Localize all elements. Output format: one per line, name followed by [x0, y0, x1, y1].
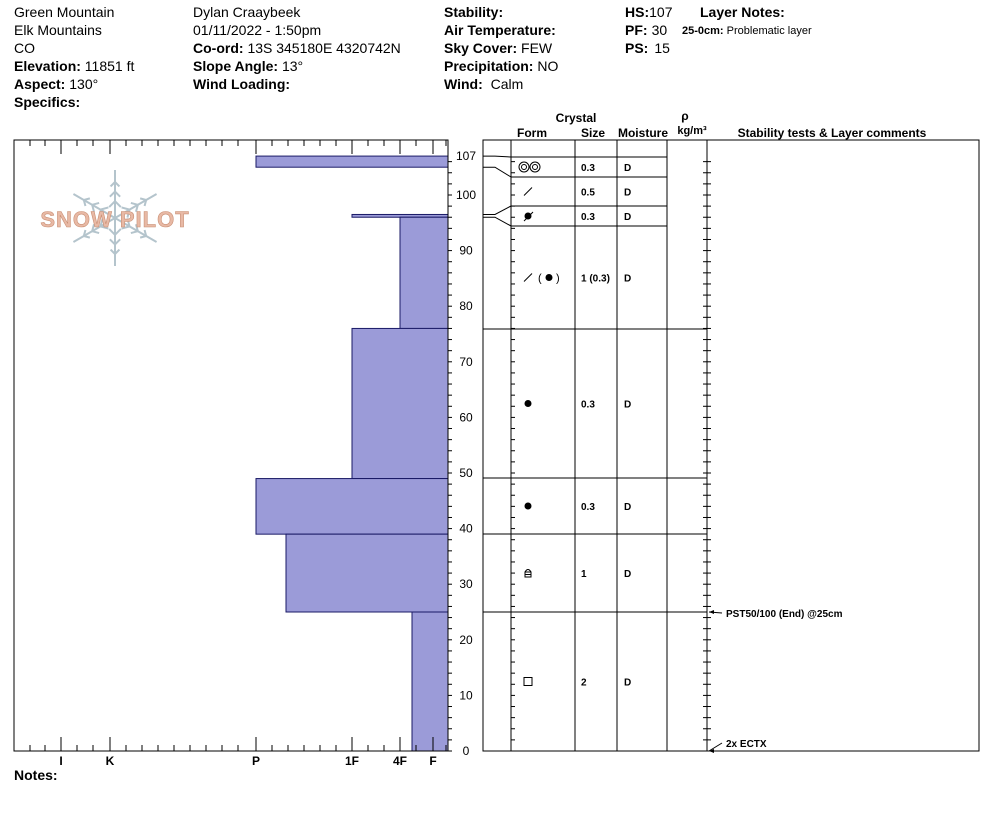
hardness-label: 4F [392, 754, 408, 768]
layer-size: 0.3 [581, 212, 595, 223]
hardness-bar [286, 534, 448, 612]
stability-tests [709, 609, 843, 753]
observer: Dylan Craaybeek [193, 4, 301, 20]
layer-moisture: D [624, 273, 632, 285]
slash-icon [524, 188, 532, 196]
hardness-profile [256, 156, 448, 751]
stability-label: Stability: [444, 4, 504, 20]
dot-mark [525, 503, 532, 510]
layer-size: 1 [581, 569, 587, 580]
layer-moisture: D [624, 677, 632, 689]
connector-line [483, 217, 511, 226]
rho-header: ρ [681, 109, 689, 123]
depth-label: 90 [459, 243, 473, 258]
hardness-bar [400, 217, 448, 328]
depth-label: 80 [459, 299, 473, 314]
depth-label: 30 [459, 577, 473, 592]
layer-moisture: D [624, 569, 632, 580]
layer-note-text: Problematic layer [726, 25, 812, 37]
slash-dot-icon [524, 273, 560, 285]
test-arrowhead [709, 610, 714, 614]
wind-loading-label: Wind Loading: [193, 76, 291, 92]
paren-close: ) [556, 272, 560, 285]
hardness-bar [352, 328, 448, 478]
layer-table [483, 109, 979, 753]
test-text: 2x ECTX [726, 739, 767, 750]
faceted-rounded-icon [525, 570, 531, 578]
hardness-label: K [105, 754, 115, 768]
flake-branch [92, 203, 99, 205]
dot-icon [525, 503, 532, 510]
slope-label: Slope Angle: [193, 58, 279, 74]
depth-label: 107 [455, 149, 477, 164]
hardness-bar [256, 479, 448, 535]
hardness-label: F [429, 754, 437, 768]
snowpilot-logo [40, 170, 189, 266]
mountain-range: Elk Mountains [14, 22, 102, 38]
dot-icon [525, 400, 532, 407]
sky-value: FEW [521, 40, 553, 56]
ring-outer [530, 162, 540, 172]
connector-line [483, 156, 511, 157]
precip-label: Precipitation: [444, 58, 534, 74]
sky-label: Sky Cover: [444, 40, 518, 56]
paren-open: ( [538, 272, 542, 285]
layer-size: 0.3 [581, 502, 595, 513]
air-temp-label: Air Temperature: [444, 22, 556, 38]
hardness-bar [412, 612, 448, 751]
ps-label: PS: [625, 40, 649, 56]
coord-label: Co-ord: [193, 40, 244, 56]
flake-branch [140, 198, 146, 200]
ring-outer [519, 162, 529, 172]
hardness-bar [256, 156, 448, 167]
pf-label: PF: [625, 22, 648, 38]
coord-value: 13S 345180E 4320742N [247, 40, 401, 56]
test-pointer [709, 743, 722, 751]
layer-moisture: D [624, 187, 632, 199]
hardness-labels [59, 754, 436, 768]
layer-size: 0.3 [581, 399, 595, 411]
layer-rows [483, 157, 707, 689]
dot-mark [525, 400, 532, 407]
flake-branch [131, 203, 138, 205]
hs-label: HS: [625, 4, 650, 20]
size-header: Size [580, 126, 606, 140]
depth-label: 70 [459, 354, 473, 369]
layer-size: 0.5 [581, 187, 595, 199]
square-mark [524, 678, 532, 686]
layer-size: 2 [581, 677, 587, 689]
wind-label: Wind: [444, 76, 483, 92]
hs-value: 107 [649, 4, 673, 20]
state: CO [14, 40, 35, 56]
hardness-label: 1F [344, 754, 360, 768]
moisture-header: Moisture [617, 126, 669, 140]
dot-mark [525, 213, 532, 220]
ball-rolls-icon [519, 162, 540, 172]
depth-label: 40 [459, 521, 473, 536]
elevation-value: 11851 ft [84, 58, 135, 74]
hardness-label: P [251, 754, 261, 768]
density-header: kg/m³ [677, 125, 707, 137]
wind-value: Calm [490, 76, 524, 92]
datetime: 01/11/2022 - 1:50pm [193, 22, 322, 38]
depth-label: 0 [462, 744, 470, 758]
layer-note-range: 25-0cm: [682, 25, 724, 37]
comments-header: Stability tests & Layer comments [737, 126, 927, 140]
ring-inner [522, 165, 527, 170]
form-header: Form [517, 126, 547, 140]
layer-moisture: D [624, 163, 632, 174]
depth-label: 50 [459, 466, 473, 480]
layer-size: 0.3 [581, 163, 595, 174]
square-icon [524, 678, 532, 686]
layer-moisture: D [624, 399, 632, 411]
pf-value: 30 [651, 22, 668, 38]
flake-branch [84, 236, 90, 238]
depth-label: 100 [455, 188, 477, 202]
aspect-label: Aspect: [14, 76, 66, 92]
layer-moisture: D [624, 212, 632, 223]
dot-mark [546, 274, 553, 281]
elevation-label: Elevation: [14, 58, 81, 74]
ps-value: 15 [654, 40, 670, 56]
hardness-label: I [59, 754, 63, 768]
specifics-label: Specifics: [14, 94, 81, 110]
connector-line [483, 167, 511, 177]
layer-notes-label: Layer Notes: [700, 4, 785, 20]
depth-label: 10 [459, 688, 473, 703]
ring-inner [533, 165, 538, 170]
layer-table-frame [483, 140, 979, 751]
connector-line [483, 206, 511, 214]
logo-text: SNOW PILOT [40, 207, 190, 232]
depth-label: 60 [459, 410, 473, 425]
test-text: PST50/100 (End) @25cm [726, 609, 843, 620]
flake-branch [140, 236, 146, 238]
layer-connectors [483, 156, 511, 226]
precip-value: NO [537, 58, 559, 74]
notes-label: Notes: [14, 767, 58, 783]
slashed-dot-icon [524, 212, 533, 221]
slash-mark [524, 274, 532, 282]
slash-mark [524, 188, 532, 196]
crystal-header: Crystal [555, 111, 597, 125]
location: Green Mountain [14, 4, 115, 20]
depth-axis [448, 149, 711, 758]
slope-value: 13° [281, 58, 304, 74]
layer-moisture: D [624, 502, 632, 513]
flake-branch [84, 198, 90, 200]
aspect-value: 130° [69, 76, 99, 92]
layer-size: 1 (0.3) [581, 273, 610, 285]
depth-label: 20 [459, 632, 473, 647]
